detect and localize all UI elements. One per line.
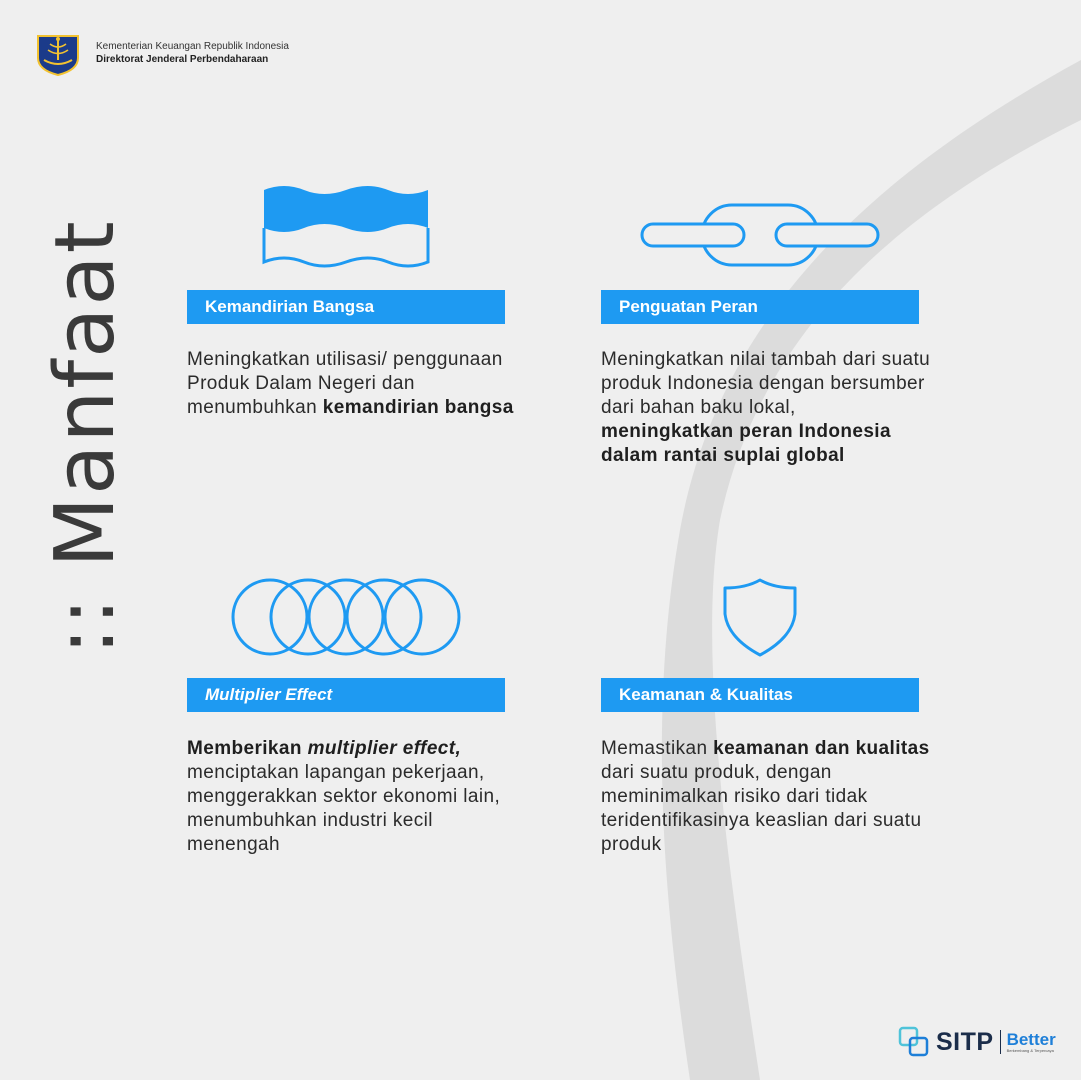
card-description: Memberikan multiplier effect, menciptakan lapangan pekerjaan, menggerakkan sektor ekonomi lain, menumbuhkan industri kecil menengah [187, 738, 501, 855]
card-title: Keamanan & Kualitas [601, 678, 919, 712]
brand-tagline: Better [1006, 1029, 1056, 1049]
ministry-name: Kementerian Keuangan Republik Indonesia [96, 41, 289, 52]
chain-link-icon [640, 202, 880, 268]
brand-name: SITP [936, 1027, 994, 1056]
shield-icon [722, 578, 798, 658]
ministry-logo-icon [34, 30, 82, 76]
overlapping-circles-icon [230, 576, 462, 658]
card-title: Penguatan Peran [601, 290, 919, 324]
flag-waves-icon [262, 184, 430, 268]
brand-tagline-sub: Berkembang & Terpercaya [1006, 1047, 1054, 1053]
header [34, 30, 289, 76]
card-description: Meningkatkan utilisasi/ penggunaan Produk Dalam Negeri dan menumbuhkan kemandirian bangsa [187, 349, 514, 418]
card-description: Memastikan keamanan dan kualitas dari suatu produk, dengan meminimalkan risiko dari tidak teridentifikasinya keaslian dari suatu produk [601, 738, 930, 855]
card-description: Meningkatkan nilai tambah dari suatu produk Indonesia dengan bersumber dari bahan baku lokal, meningkatkan peran Indonesia dalam rantai suplai global [601, 349, 931, 466]
card-title: Multiplier Effect [187, 678, 505, 712]
card-title: Kemandirian Bangsa [187, 290, 505, 324]
sitp-logo-icon [898, 1026, 930, 1058]
directorate-name: Direktorat Jenderal Perbendaharaan [96, 54, 269, 65]
sitp-better-logo [898, 1026, 1056, 1058]
page-title: :: Manfaat [38, 219, 133, 655]
brand-separator [1000, 1030, 1001, 1054]
